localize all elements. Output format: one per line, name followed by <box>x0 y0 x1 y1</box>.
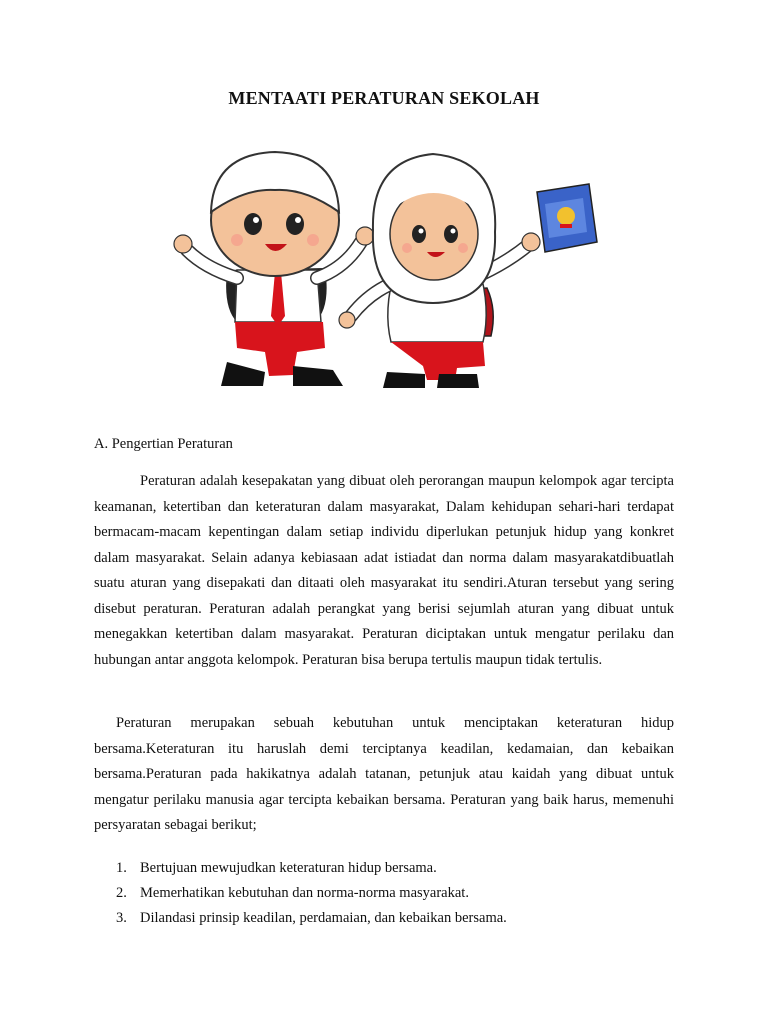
book-icon <box>537 184 597 252</box>
list-item <box>94 856 674 881</box>
paragraph-definition: Peraturan adalah kesepakatan yang dibuat oleh perorangan maupun kelompok agar tercipta keamanan, ketertiban dan keteraturan dalam masyarakat, Dalam kehidupan sehari-hari terdapat bermacam-macam kepentingan dalam setiap individu diperlukan petunjuk hidup yang konkret dalam masyarakat. Selain adanya kebiasaan adat istiadat dan norma dalam masyarakatdibuatlah suatu aturan yang disepakati dan ditaati oleh masyarakat itu sendiri.Aturan tersebut yang sering disebut peraturan. Peraturan adalah perangkat yang berisi sejumlah aturan yang dibuat untuk menegakkan ketertiban dalam masyarakat. Peraturan diciptakan untuk mengatur perilaku dan hubungan antar anggota kelompok. Peraturan bisa berupa tertulis maupun tidak tertulis. <box>94 473 674 668</box>
paragraph-requirements: Peraturan merupakan sebuah kebutuhan untuk menciptakan keteraturan hidup bersama.Keteraturan itu haruslah demi terciptanya keadilan, kedamaian, dan kebaikan bersama.Peraturan pada hakikatnya adalah tatanan, petunjuk atau kaidah yang dibuat untuk mengatur perilaku manusia agar tercipta kebaikan bersama. Peraturan yang baik harus, memenuhi persyaratan sebagai berikut; <box>94 715 674 833</box>
list-item-number: 2. <box>116 885 127 901</box>
page-title: MENTAATI PERATURAN SEKOLAH <box>228 88 540 108</box>
list-item-number: 3. <box>116 910 127 926</box>
boy-figure <box>174 152 374 386</box>
requirements-list <box>94 856 674 931</box>
list-item-number: 1. <box>116 860 127 876</box>
girl-figure <box>339 154 597 388</box>
section-heading: A. Pengertian Peraturan <box>94 436 233 452</box>
list-item-text: Dilandasi prinsip keadilan, perdamaian, dan kebaikan bersama. <box>140 910 507 926</box>
list-item <box>94 906 674 931</box>
school-children-illustration <box>165 140 605 400</box>
list-item-text: Bertujuan mewujudkan keteraturan hidup bersama. <box>140 860 437 876</box>
list-item <box>94 881 674 906</box>
list-item-text: Memerhatikan kebutuhan dan norma-norma masyarakat. <box>140 885 469 901</box>
